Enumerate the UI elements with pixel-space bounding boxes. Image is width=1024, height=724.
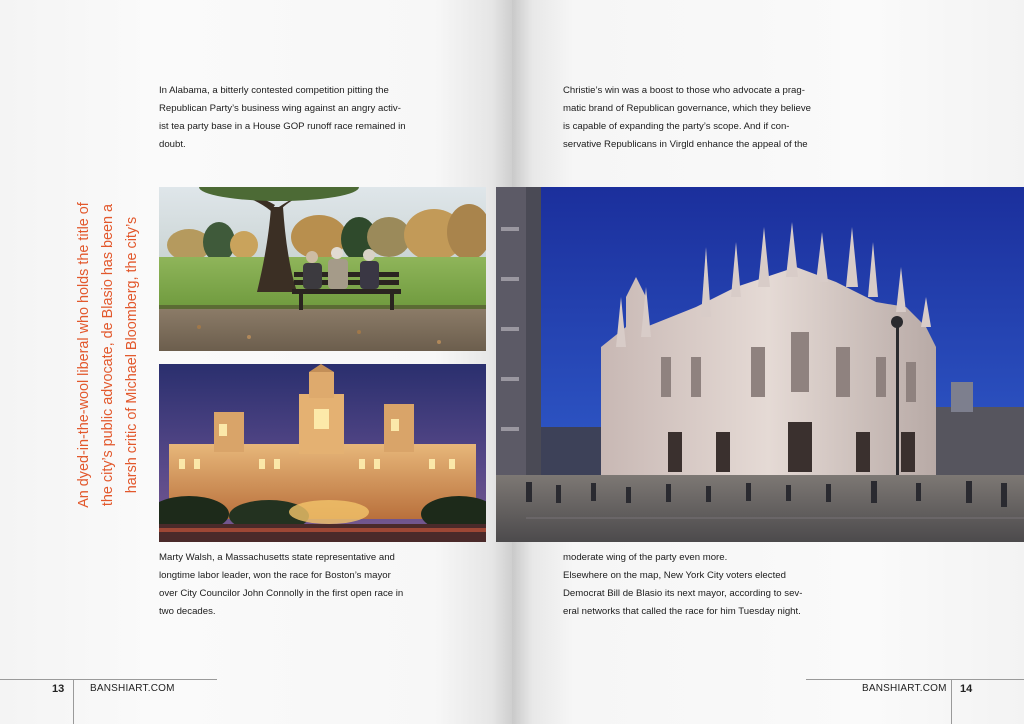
page-number: 14 — [960, 683, 973, 695]
page-number: 13 — [52, 683, 65, 695]
park-bench-photo — [159, 187, 486, 351]
left-top-paragraph: In Alabama, a bitterly contested competition pitting the Republican Party’s business wing against an angry activ- ist tea party base in a House GOP runoff race remained in doubt. — [159, 85, 406, 150]
left-footer-rule — [0, 679, 217, 680]
right-bottom-paragraph: moderate wing of the party even more. Elsewhere on the map, New York City voters elected Democrat Bill de Blasio its next mayor, according to sev- eral networks that called the race for him Tuesday night. — [563, 552, 803, 617]
right-top-paragraph: Christie’s win was a boost to those who advocate a prag- matic brand of Republican governance, which they believe is capable of expanding the party’s scope. And if con- servative Republicans in Virgld enhance the appeal of the — [563, 85, 811, 150]
cathedral-photo — [496, 187, 1024, 542]
right-footer-divider — [951, 679, 952, 724]
right-page — [512, 0, 1024, 724]
right-footer-rule — [806, 679, 1024, 680]
pull-quote: An dyed-in-the-wool liberal who holds the title of the city’s public advocate, de Blasio has been a harsh critic of Michael Bloomberg, the city’s — [76, 202, 140, 508]
left-bottom-paragraph: Marty Walsh, a Massachusetts state representative and longtime labor leader, won the race for Boston’s mayor over City Councilor John Connolly in the first open race in two decades. — [159, 552, 404, 617]
site-name: BANSHIART.COM — [90, 683, 175, 694]
site-name: BANSHIART.COM — [862, 683, 947, 694]
left-footer-divider — [73, 679, 74, 724]
pull-quote-box — [72, 187, 144, 523]
palace-night-photo — [159, 364, 486, 542]
